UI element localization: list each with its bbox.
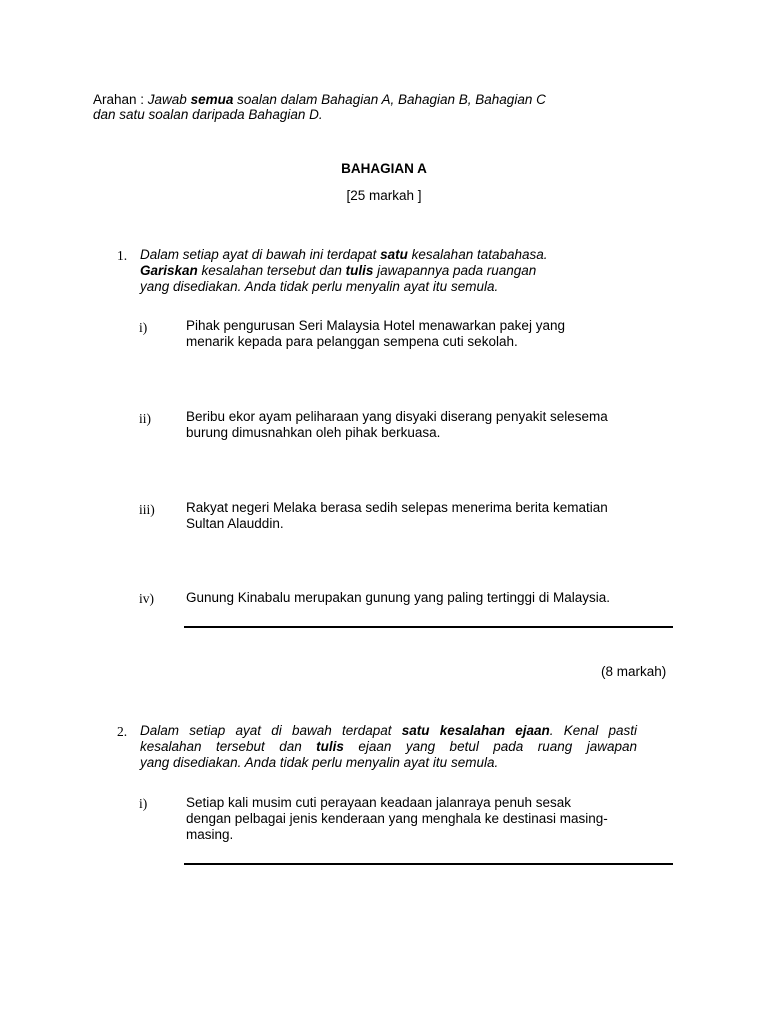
q1-marks: (8 markah) — [601, 664, 667, 679]
q1-instruction-line-1: Dalam setiap ayat di bawah ini terdapat satu kesalahan tatabahasa. — [140, 247, 548, 262]
q1-item-number: i) — [139, 320, 148, 335]
q1-item-iii-line-1: Rakyat negeri Melaka berasa sedih selepas menerima berita kematian — [186, 500, 608, 515]
q1-number: 1. — [117, 248, 128, 263]
q1-item-number: iv) — [139, 591, 154, 606]
q1-item-i-line-1: Pihak pengurusan Seri Malaysia Hotel menawarkan pakej yang — [186, 318, 565, 333]
q1-instruction-line-3: yang disediakan. Anda tidak perlu menyalin ayat itu semula. — [140, 279, 499, 294]
q1-item-number: ii) — [139, 411, 151, 426]
answer-line — [184, 863, 673, 865]
instruction-line-2: dan satu soalan daripada Bahagian D. — [93, 107, 323, 122]
q2-item-i-line-3: masing. — [186, 827, 234, 842]
q1-item-i-line-2: menarik kepada para pelanggan sempena cuti sekolah. — [186, 334, 518, 349]
section-marks: [25 markah ] — [346, 188, 422, 203]
q2-item-i-line-2: dengan pelbagai jenis kenderaan yang menghala ke destinasi masing- — [186, 811, 608, 826]
q2-item-i-line-1: Setiap kali musim cuti perayaan keadaan jalanraya penuh sesak — [186, 795, 571, 810]
q2-instruction-line-2: kesalahan tersebut dan tulis ejaan yang betul pada ruang jawapan — [140, 739, 637, 754]
q2-instruction-line-3: yang disediakan. Anda tidak perlu menyalin ayat itu semula. — [140, 755, 499, 770]
q1-instruction-line-2: Gariskan kesalahan tersebut dan tulis jawapannya pada ruangan — [140, 263, 537, 278]
instruction-line-1: Arahan : Jawab semua soalan dalam Bahagian A, Bahagian B, Bahagian C — [93, 92, 546, 107]
q1-item-iii-line-2: Sultan Alauddin. — [186, 516, 284, 531]
q1-item-iv-line-1: Gunung Kinabalu merupakan gunung yang paling tertinggi di Malaysia. — [186, 590, 611, 605]
q2-number: 2. — [117, 724, 128, 739]
q2-item-number: i) — [139, 796, 148, 811]
q1-item-number: iii) — [139, 502, 155, 517]
section-title: BAHAGIAN A — [341, 161, 427, 176]
q2-instruction-line-1: Dalam setiap ayat di bawah terdapat satu kesalahan ejaan. Kenal pasti — [140, 723, 638, 738]
answer-line — [184, 626, 673, 628]
q1-item-ii-line-2: burung dimusnahkan oleh pihak berkuasa. — [186, 425, 441, 440]
q1-item-ii-line-1: Beribu ekor ayam peliharaan yang disyaki diserang penyakit selesema — [186, 409, 608, 424]
